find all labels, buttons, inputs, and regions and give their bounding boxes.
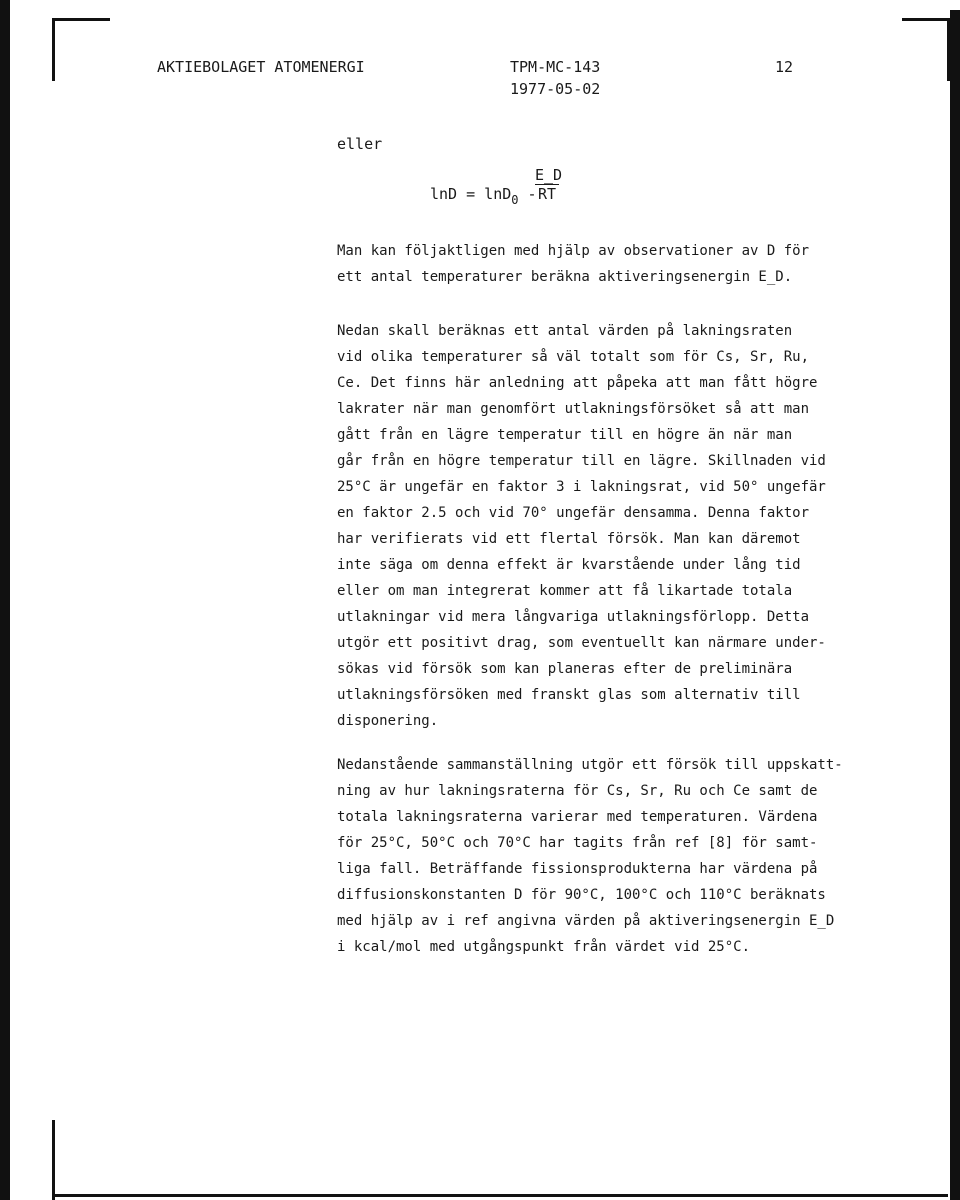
page-number: 12 [775,58,794,76]
equation-fraction [535,166,563,203]
document-date: 1977-05-02 [510,80,601,98]
equation-lhs: lnD = lnD$_0$ - [430,185,537,207]
frame-corner-bottom-left [52,1120,55,1200]
paragraph-summary: Nedanstående sammanställning utgör ett försök till uppskatt- ning av hur lakningsraterna för Cs, Sr, Ru och Ce samt de totala lakningsraterna varierar med temperaturen. Värdena för 25°C, 50°C och 70°C har tagits från ref [8] för samt- liga fall. Beträffande fissionsprodukterna har värdena på diffusionskonstanten D för 90°C, 100°C och 110°C beräknats med hjälp av i ref angivna värden på aktiveringsenergin E_D i kcal/mol med utgångspunkt från värdet vid 25°C. [337,757,843,955]
paragraph-activation-energy: Man kan följaktligen med hjälp av observationer av D för ett antal temperaturer beräkna aktiveringsenergin E_D. [337,243,810,285]
frame-corner-top-left [52,18,110,81]
company-name: AKTIEBOLAGET ATOMENERGI [157,58,365,76]
frame-bottom-rule [52,1194,948,1197]
equation [430,165,630,215]
paragraph-leach-rates: Nedan skall beräknas ett antal värden på lakningsraten vid olika temperaturer så väl totalt som för Cs, Sr, Ru, Ce. Det finns här anledning att påpeka att man fått högre lakrater när man genomfört utlakningsförsöket så att man gått från en lägre temperatur till en högre än när man går från en högre temperatur till en lägre. Skillnaden vid 25°C är ungefär en faktor 3 i lakningsrat, vid 50° ungefär en faktor 2.5 och vid 70° ungefär densamma. Denna faktor har verifierats vid ett flertal försök. Man kan däremot inte säga om denna effekt är kvarstående under lång tid eller om man integrerat kommer att få likartade totala utlakningar vid mera långvariga utlakningsförlopp. Detta utgör ett positivt drag, som eventuellt kan närmare under- sökas vid försök som kan planeras efter de preliminära utlakningsförsöken med franskt glas som alternativ till disponering. [337,323,826,729]
lead-word: eller [337,135,383,153]
frame-corner-top-right [902,18,950,81]
equation-numerator: E_D [535,166,563,184]
scan-border-left [0,0,10,1200]
equation-denominator: RT [537,185,557,203]
equation-subscript: 0 [511,193,519,207]
document-reference: TPM-MC-143 [510,58,601,76]
equation-operator: - [518,185,537,203]
scan-border-right [950,10,960,1200]
